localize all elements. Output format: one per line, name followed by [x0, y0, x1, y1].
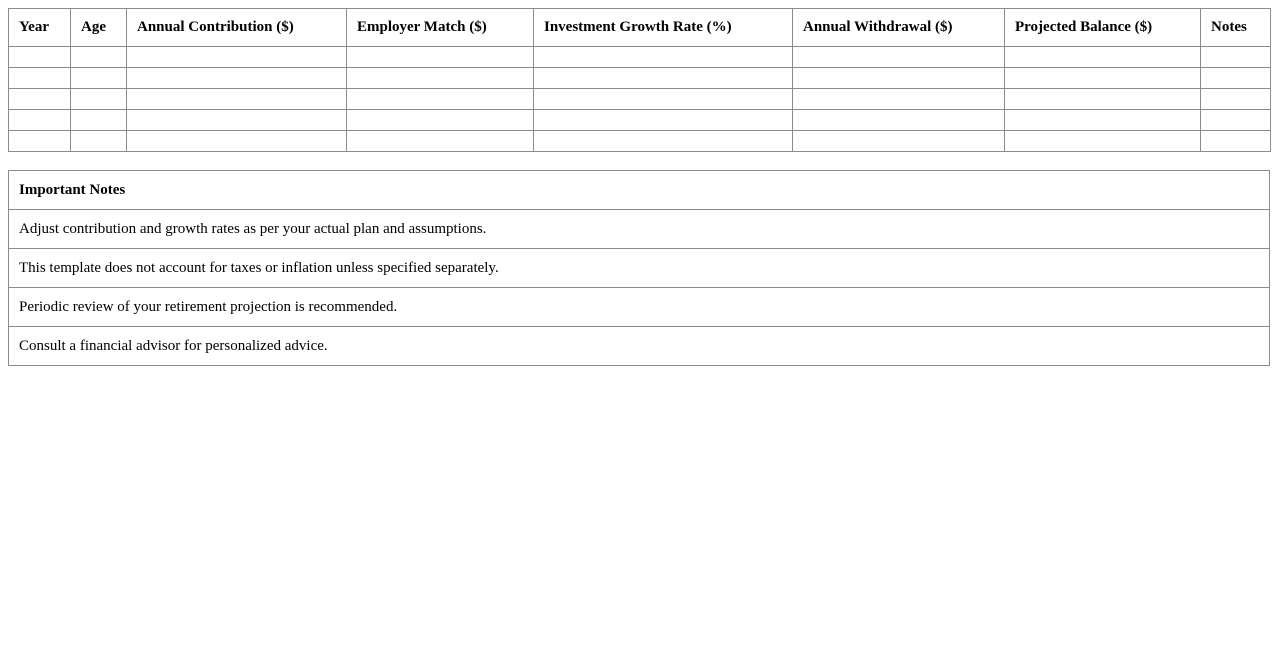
list-item — [9, 327, 1270, 366]
note-text: Adjust contribution and growth rates as per your actual plan and assumptions. — [9, 210, 1270, 249]
table-cell[interactable] — [1201, 110, 1271, 131]
table-cell[interactable] — [534, 68, 793, 89]
table-cell[interactable] — [347, 89, 534, 110]
table-cell[interactable] — [127, 89, 347, 110]
table-cell[interactable] — [793, 131, 1005, 152]
table-row — [9, 110, 1271, 131]
table-cell[interactable] — [1201, 89, 1271, 110]
table-cell[interactable] — [71, 110, 127, 131]
table-row — [9, 131, 1271, 152]
note-text: Periodic review of your retirement projection is recommended. — [9, 288, 1270, 327]
column-header-notes: Notes — [1201, 9, 1271, 47]
table-cell[interactable] — [347, 110, 534, 131]
table-row — [9, 68, 1271, 89]
table-cell[interactable] — [71, 89, 127, 110]
table-cell[interactable] — [71, 47, 127, 68]
table-cell[interactable] — [793, 68, 1005, 89]
table-cell[interactable] — [9, 131, 71, 152]
table-cell[interactable] — [534, 110, 793, 131]
table-cell[interactable] — [9, 68, 71, 89]
table-cell[interactable] — [71, 131, 127, 152]
table-cell[interactable] — [534, 131, 793, 152]
table-cell[interactable] — [534, 47, 793, 68]
table-cell[interactable] — [1201, 47, 1271, 68]
table-cell[interactable] — [1201, 68, 1271, 89]
column-header-annual-withdrawal: Annual Withdrawal ($) — [793, 9, 1005, 47]
column-header-age: Age — [71, 9, 127, 47]
table-cell[interactable] — [71, 68, 127, 89]
table-cell[interactable] — [793, 110, 1005, 131]
notes-header-row — [9, 171, 1270, 210]
table-cell[interactable] — [1005, 131, 1201, 152]
table-header-row — [9, 9, 1271, 47]
table-cell[interactable] — [9, 89, 71, 110]
table-row — [9, 47, 1271, 68]
table-cell[interactable] — [9, 110, 71, 131]
notes-title: Important Notes — [9, 171, 1270, 210]
table-cell[interactable] — [127, 110, 347, 131]
table-cell[interactable] — [127, 131, 347, 152]
table-cell[interactable] — [1005, 89, 1201, 110]
column-header-projected-balance: Projected Balance ($) — [1005, 9, 1201, 47]
table-cell[interactable] — [127, 47, 347, 68]
list-item — [9, 288, 1270, 327]
table-cell[interactable] — [1005, 47, 1201, 68]
list-item — [9, 210, 1270, 249]
table-cell[interactable] — [127, 68, 347, 89]
table-cell[interactable] — [793, 47, 1005, 68]
note-text: This template does not account for taxes or inflation unless specified separately. — [9, 249, 1270, 288]
note-text: Consult a financial advisor for personalized advice. — [9, 327, 1270, 366]
table-cell[interactable] — [9, 47, 71, 68]
table-row — [9, 89, 1271, 110]
list-item — [9, 249, 1270, 288]
column-header-employer-match: Employer Match ($) — [347, 9, 534, 47]
table-cell[interactable] — [347, 131, 534, 152]
retirement-projection-table — [8, 8, 1271, 152]
important-notes-table — [8, 170, 1270, 366]
column-header-year: Year — [9, 9, 71, 47]
table-cell[interactable] — [1005, 68, 1201, 89]
column-header-investment-growth-rate: Investment Growth Rate (%) — [534, 9, 793, 47]
table-cell[interactable] — [347, 47, 534, 68]
table-cell[interactable] — [534, 89, 793, 110]
table-cell[interactable] — [793, 89, 1005, 110]
table-cell[interactable] — [1201, 131, 1271, 152]
column-header-annual-contribution: Annual Contribution ($) — [127, 9, 347, 47]
table-cell[interactable] — [1005, 110, 1201, 131]
table-cell[interactable] — [347, 68, 534, 89]
